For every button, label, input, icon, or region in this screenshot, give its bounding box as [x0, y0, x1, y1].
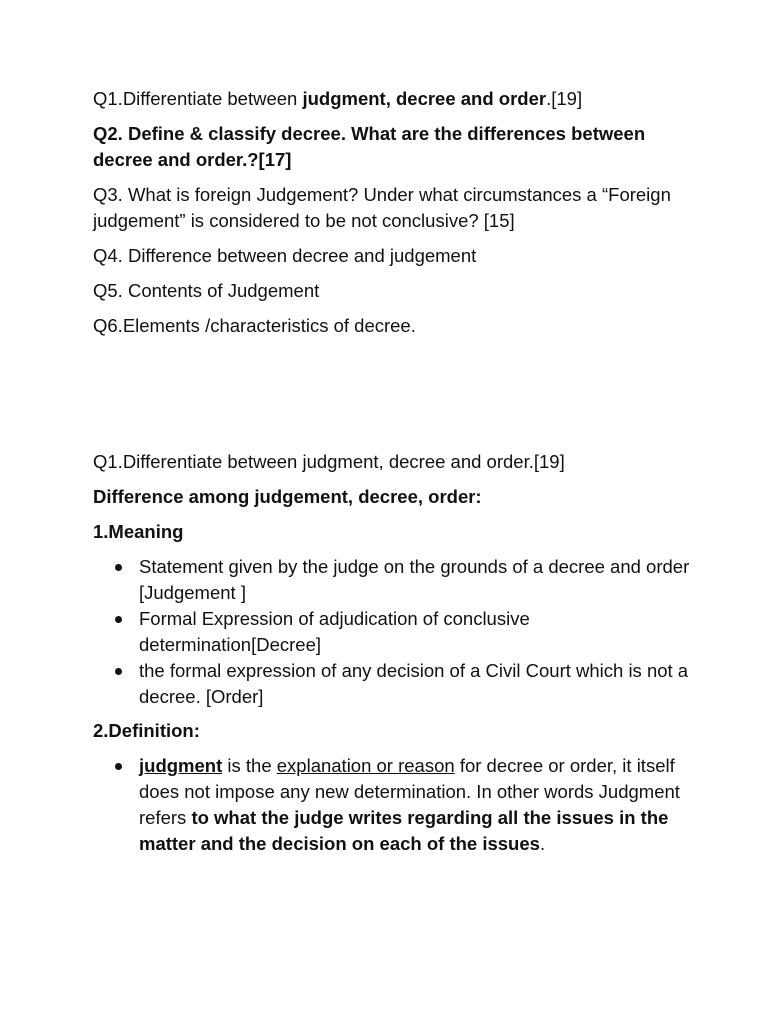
bullet-icon	[115, 564, 122, 571]
definition-text: is the	[222, 755, 277, 776]
list-item-text: Formal Expression of adjudication of conclusive determination[Decree]	[139, 608, 530, 655]
section-1-title: 1.Meaning	[93, 521, 184, 542]
definition-term: judgment	[139, 755, 223, 776]
list-item	[93, 554, 693, 606]
definition-text: for decree or order, it itself does not impose any new determination. In other words Judgment refers	[139, 755, 680, 828]
meaning-list	[93, 554, 693, 710]
question-2: Q2. Define & classify decree. What are the differences between decree and order.?[17]	[93, 123, 646, 170]
bullet-icon	[115, 668, 122, 675]
answer-heading: Difference among judgement, decree, order:	[93, 486, 482, 507]
question-1	[93, 86, 693, 112]
question-1-bold: judgment, decree and order	[302, 88, 547, 109]
definition-underlined: explanation or reason	[276, 755, 455, 776]
question-3: Q3. What is foreign Judgement? Under what circumstances a “Foreign judgement” is considered to be not conclusive? [15]	[93, 184, 671, 231]
document-page	[93, 86, 693, 865]
section-2-title: 2.Definition:	[93, 720, 200, 741]
definition-bold-text: to what the judge writes regarding all the issues in the matter and the decision on each of the issues	[139, 807, 669, 854]
section-spacer	[93, 348, 693, 449]
list-item-text: the formal expression of any decision of a Civil Court which is not a decree. [Order]	[139, 660, 689, 707]
question-1-marks: .[19]	[546, 88, 583, 109]
list-item	[93, 658, 693, 710]
bullet-icon	[115, 616, 122, 623]
question-1-text: Q1.Differentiate between	[93, 88, 303, 109]
question-5: Q5. Contents of Judgement	[93, 280, 320, 301]
list-item-text: Statement given by the judge on the grounds of a decree and order [Judgement ]	[139, 556, 690, 603]
answer-question-repeat: Q1.Differentiate between judgment, decree and order.[19]	[93, 451, 565, 472]
list-item	[93, 753, 693, 857]
definition-end: .	[539, 833, 546, 854]
definition-list	[93, 753, 693, 857]
question-6: Q6.Elements /characteristics of decree.	[93, 315, 416, 336]
question-4: Q4. Difference between decree and judgement	[93, 245, 477, 266]
bullet-icon	[115, 763, 122, 770]
list-item	[93, 606, 693, 658]
